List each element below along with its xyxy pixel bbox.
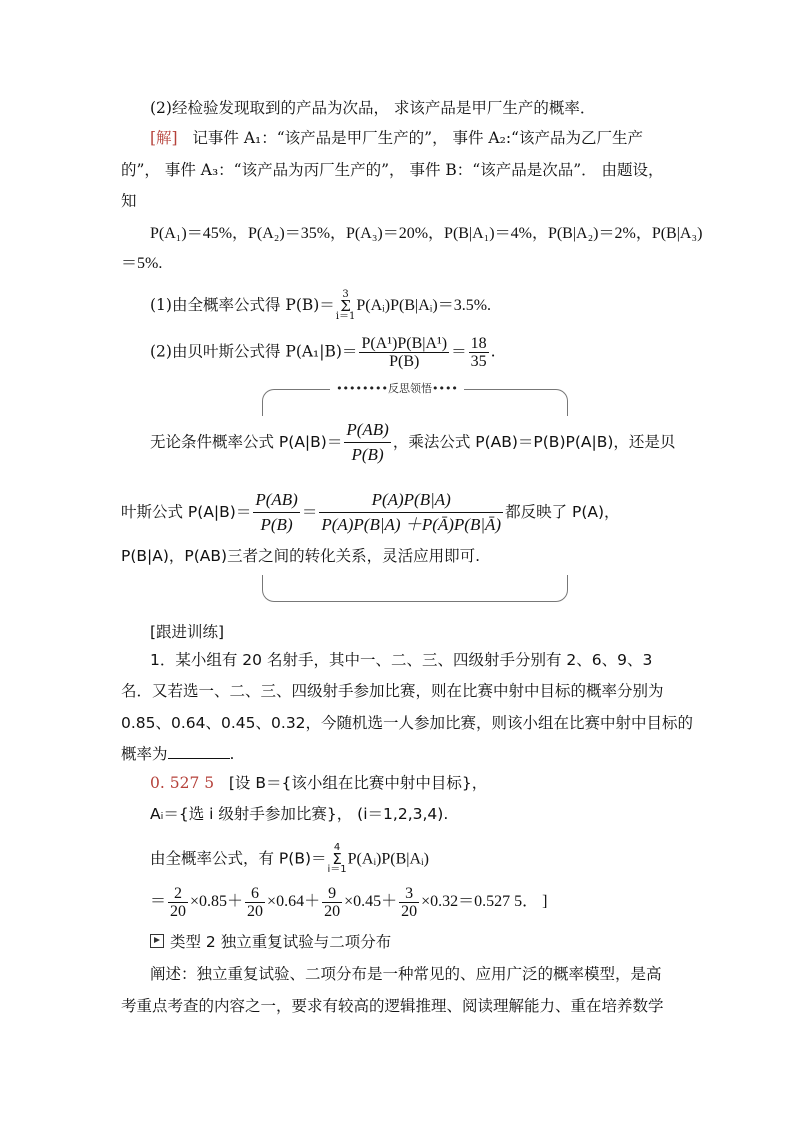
bayes-fraction: $\frac{\text{P(A¹)P(B|A¹)}}{P(B)}$	[361, 335, 448, 370]
practice-question-line-1: 1．某小组有 20 名射手，其中一、二、三、四级射手分别有 2、6、9、3	[150, 651, 653, 669]
practice-question-line-3: 0.85、0.64、0.45、0.32，今随机选一人参加比赛，则该小组在比赛中射中目标的	[121, 714, 694, 732]
solution-label: [解]	[150, 129, 178, 147]
section-paragraph-line-1: 阐述：独立重复试验、二项分布是一种常见的、应用广泛的概率模型，是高	[150, 965, 662, 983]
total-probability-line: (1)由全概率公式得 P(B)＝3 Σ i＝1P(Aᵢ)P(B|Aᵢ)＝3.5%.	[150, 289, 492, 322]
calculation-line: ＝ $\frac{2}{20}$ ×0.85＋ $\frac{6}{20}$ ×0.64＋ $\frac{9}{20}$ ×0.45＋ $\frac{3}{20}$ ×0.32＝0.527 5． ]	[150, 885, 548, 920]
bayes-formula-fraction-1: $\frac{P(AB)}{P(B)}$	[255, 490, 298, 534]
calc-fraction: $\frac{9}{20}$	[324, 885, 341, 920]
practice-question-line-4: 概率为 .	[121, 745, 235, 763]
summation-symbol: 3 Σ i＝1	[335, 289, 356, 322]
reflection-line-3: P(B|A)，P(AB)三者之间的转化关系，灵活应用即可.	[121, 547, 481, 565]
calc-fraction: $\frac{6}{20}$	[247, 885, 264, 920]
solution-line-3: 知	[121, 192, 137, 210]
practice-header: [跟进训练]	[150, 623, 225, 641]
question-part2: (2)经检验发现取到的产品为次品， 求该产品是甲厂生产的概率．	[150, 99, 596, 117]
conditional-probability-fraction: $\frac{P(AB)}{P(B)}$	[346, 420, 389, 464]
answer-line-1: 0. 527 5 [设 B＝{该小组在比赛中射中目标}，	[150, 774, 488, 792]
answer-line-3: 由全概率公式，有 P(B)＝4 Σ i＝1P(Aᵢ)P(B|Aᵢ)	[150, 842, 429, 875]
section-paragraph-line-2: 考重点考查的内容之一，要求有较高的逻辑推理、阅读理解能力、重在培养数学	[121, 997, 664, 1015]
answer-value: 0. 527 5	[150, 774, 215, 792]
answer-blank	[168, 744, 230, 759]
probabilities-line-2: ＝5%.	[121, 255, 163, 272]
play-triangle-icon	[150, 934, 164, 948]
calc-fraction: $\frac{3}{20}$	[401, 885, 418, 920]
reflection-box-bottom	[262, 575, 568, 602]
bayes-result-fraction: $\frac{18}{35}$	[470, 335, 487, 370]
summation-symbol-2: 4 Σ i＝1	[327, 842, 347, 875]
reflection-line-1: 无论条件概率公式 P(A|B)＝ $\frac{P(AB)}{P(B)}$ ，乘法公式 P(AB)＝P(B)P(A|B)，还是贝	[150, 418, 675, 467]
probabilities-line-1: P(A₁)＝45%，P(A₂)＝35%，P(A₃)＝20%，P(B|A₁)＝4%，P(B|A₂)＝2%，P(B|A₃)	[150, 225, 703, 242]
section-header: 类型 2 独立重复试验与二项分布	[150, 931, 391, 953]
practice-question-line-2: 名．又若选一、二、三、四级射手参加比赛，则在比赛中射中目标的概率分别为	[121, 682, 664, 700]
solution-line-2: 的”， 事件 A₃：“该产品为丙厂生产的”， 事件 B：“该产品是次品”． 由题设，	[121, 161, 664, 179]
bayes-formula-fraction-2: $\frac{P(A)P(B|A)}{P(A)P(B|A) +P(Ā)P(B|Ā)}$	[321, 490, 502, 534]
reflection-line-2: 叶斯公式 P(A|B)＝ $\frac{P(AB)}{P(B)}$ ＝ $\frac{P(A)P(B|A)}{P(A)P(B|A) +P(Ā)P(B|Ā)}$ 都反映了 P(A)，	[121, 488, 620, 537]
reflection-title: ••••••••反思领悟••••	[0, 380, 794, 396]
calc-fraction: $\frac{2}{20}$	[170, 885, 187, 920]
solution-line-1: [解] 记事件 A₁：“该产品是甲厂生产的”， 事件 A₂:“该产品为乙厂生产	[150, 129, 643, 147]
bayes-line: (2)由贝叶斯公式得 P(A₁|B)＝ $\frac{\text{P(A¹)P(B|A¹)}}{P(B)}$ ＝ $\frac{18}{35}$ .	[150, 335, 496, 370]
answer-line-2: Aᵢ＝{选 i 级射手参加比赛}， (i＝1,2,3,4).	[150, 805, 449, 823]
